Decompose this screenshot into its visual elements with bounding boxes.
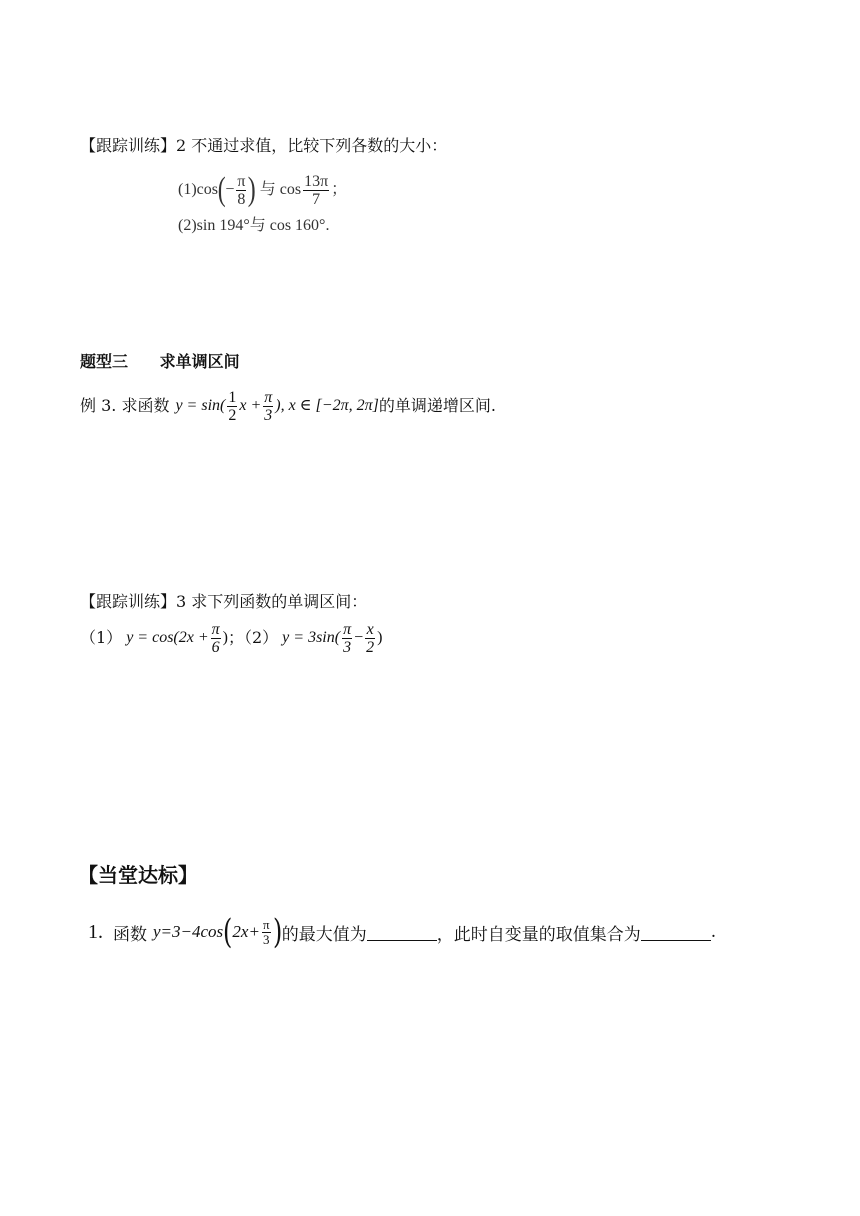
f2-end: )	[377, 629, 383, 646]
section-title: 题型三	[80, 352, 129, 371]
fraction-denominator: 7	[312, 190, 321, 208]
fn-var: x +	[239, 397, 262, 414]
answer-blank-set[interactable]	[641, 924, 711, 941]
fraction-denominator: 8	[237, 190, 246, 208]
item1-end: ；	[331, 181, 348, 198]
fraction-numerator: π	[343, 620, 352, 638]
f2-start: y = 3sin(	[282, 629, 341, 646]
section-type-3	[80, 352, 240, 372]
answer-blank-max[interactable]	[367, 924, 437, 941]
fraction-numerator: π	[262, 916, 270, 932]
f1-start: y = cos(2x +	[126, 629, 209, 646]
inner-start: 2x+	[232, 922, 260, 941]
left-paren: (	[217, 171, 226, 208]
fraction-denominator: 3	[262, 931, 270, 947]
track-training-number: 3	[176, 592, 187, 611]
right-paren: )	[248, 171, 257, 208]
question-number: 1.	[88, 920, 103, 943]
fraction-1-2	[227, 389, 237, 424]
fn-start: y = sin(	[175, 397, 226, 414]
fraction-numerator: 1	[228, 388, 237, 406]
right-paren: )	[272, 912, 282, 952]
track-training-number: 2	[176, 136, 187, 155]
track2-item-1	[178, 170, 347, 210]
fraction-numerator: 13π	[304, 172, 329, 190]
track2-item-2: (2)sin 194°与 cos 160°.	[178, 217, 330, 234]
fraction-numerator: π	[237, 172, 246, 190]
f2-minus: −	[354, 629, 364, 646]
fraction-pi-8	[236, 173, 246, 208]
track-training-text: 不通过求值，比较下列各数的大小：	[191, 136, 448, 155]
standard-heading: 【当堂达标】	[78, 863, 198, 887]
f1-end: )	[222, 629, 228, 646]
question-text-2: 的最大值为	[281, 924, 367, 945]
item1-prefix: (1)cos	[178, 181, 218, 198]
track-training-2-heading	[80, 136, 447, 156]
fraction-denominator: 6	[211, 638, 220, 656]
fraction-x-2	[365, 621, 375, 656]
question-1	[88, 912, 716, 952]
question-end: .	[710, 922, 717, 942]
question-text-1: 函数	[113, 924, 147, 945]
fraction-pi-6	[211, 621, 221, 656]
part-separator: ；（2）	[227, 628, 279, 647]
fraction-numerator: π	[264, 388, 273, 406]
example-label: 例 3. 求函数	[80, 396, 170, 415]
part-1-label: （1）	[80, 628, 123, 647]
fraction-13pi-7	[303, 173, 329, 208]
fraction-pi-3	[342, 621, 352, 656]
section-subtitle: 求单调区间	[159, 352, 240, 371]
fraction-denominator: 2	[228, 406, 237, 424]
fraction-denominator: 3	[343, 638, 352, 656]
fraction-numerator: π	[211, 620, 220, 638]
track-training-label: 【跟踪训练】	[80, 592, 177, 611]
example-suffix: 的单调递增区间.	[378, 396, 496, 415]
question-fn: y=3−4cos	[153, 922, 224, 941]
fraction-denominator: 2	[366, 638, 375, 656]
item1-minus: −	[225, 181, 235, 198]
fraction-numerator: x	[366, 620, 374, 638]
track-training-label: 【跟踪训练】	[80, 136, 177, 155]
item1-mid: 与 cos	[259, 181, 302, 198]
track-training-text: 求下列函数的单调区间：	[191, 592, 368, 611]
fraction-denominator: 3	[264, 406, 273, 424]
fraction-pi-3	[263, 389, 273, 424]
left-paren: (	[223, 912, 233, 952]
example-3	[80, 384, 496, 428]
track3-functions	[80, 616, 382, 660]
question-text-3: ，此时自变量的取值集合为	[436, 924, 641, 945]
track-training-3-heading	[80, 592, 367, 612]
fn-end: ), x ∈ [−2π, 2π]	[275, 397, 379, 414]
fraction-pi-3	[262, 918, 271, 947]
